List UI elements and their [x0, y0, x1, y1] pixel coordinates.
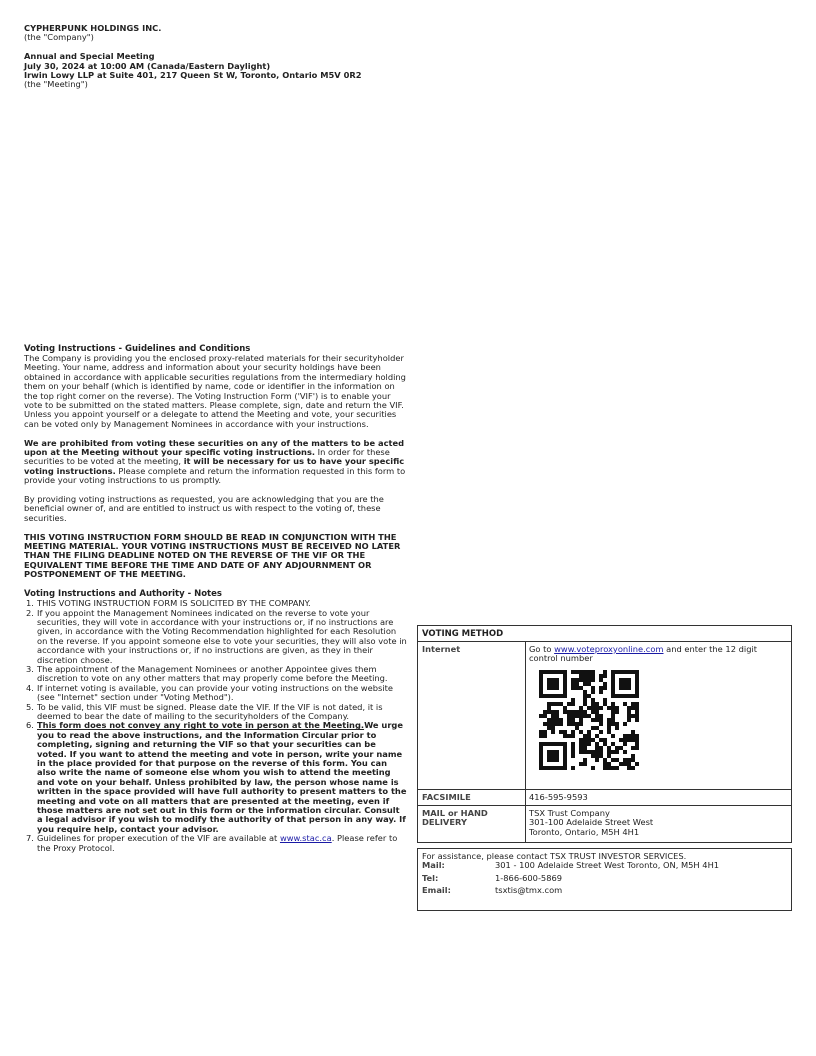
meeting-note: (the "Meeting") [24, 79, 88, 90]
internet-row [418, 642, 791, 790]
assistance-intro: For assistance, please contact TSX TRUST INVESTOR SERVICES. [422, 851, 687, 861]
company-note: (the "Company") [24, 32, 94, 43]
note-item: 7. Guidelines for proper execution of the VIF are available at www.stac.ca. Please refer to the Proxy Protocol. [26, 833, 398, 853]
note-item: 5. To be valid, this VIF must be signed. Please date the VIF. If the VIF is not dated, it is deemed to bear the date of mailing to the securityholders of the Company. [26, 701, 383, 721]
notes-heading: Voting Instructions and Authority - Notes [24, 589, 222, 600]
guidelines-paragraph-4: THIS VOTING INSTRUCTION FORM SHOULD BE READ IN CONJUNCTION WITH THE MEETING MATERIAL. YOUR VOTING INSTRUCTIONS MUST BE RECEIVED NO LATER THAN THE FILING DEADLINE NOTED ON THE REVERSE OF THE VIF OR THE EQUIVALENT TIME BEFORE THE TIME AND DATE OF ANY ADJOURNMENT OR POSTPONEMENT OF THE MEETING. [24, 531, 401, 580]
note-item: 3. The appointment of the Management Nominees or another Appointee gives them discretion to vote on any other matters that may properly come before the Meeting. [26, 663, 388, 684]
note-item: 1. THIS VOTING INSTRUCTION FORM IS SOLICITED BY THE COMPANY. [26, 598, 311, 609]
facsimile-value: 416-595-9593 [529, 792, 588, 802]
guidelines-paragraph-2: We are prohibited from voting these securities on any of the matters to be acted upon at the Meeting without your specific voting instructions. In order for these securities to be voted at the meeting, it will be necessary for us to have your specific voting instructions. Please complete and return the information requested in this form to provide your voting instructions to us promptly. [24, 437, 406, 486]
meeting-datetime: July 30, 2024 at 10:00 AM (Canada/Eastern Daylight) [24, 60, 271, 71]
mail-label: MAIL or HAND DELIVERY [418, 806, 526, 842]
note-item: 6. This form does not convey any right to vote in person at the Meeting.We urge you to read the above instructions, and the Information Circular prior to completing, signing and returning the VIF so that your securities can be voted. If you want to attend the meeting and vote in person, write your name in the place provided for that purpose on the reverse of this form. You can also write the name of someone else whom you wish to attend the meeting and vote on your behalf. Unless prohibited by law, the person whose name is written in the space provided will have full authority to present matters to the meeting and vote on all matters that are presented at the meeting, even if those matters are not set out in this form or the information circular. Consult a legal advisor if you wish to modify the authority of that person in any way. If you require help, contact your advisor. [26, 720, 407, 834]
guidelines-heading: Voting Instructions - Guidelines and Conditions [24, 344, 251, 354]
guidelines-paragraph-1: The Company is providing you the enclosed proxy-related materials for their securityholder Meeting. Your name, address and information about your security holdings have been obtained in accordance with applicable securities regulations from the intermediary holding them on your behalf (which is identified by name, code or identifier in the information on the top right corner on the reverse). The Voting Instruction Form ('VIF') is to enable your vote to be submitted on the stated matters. Please complete, sign, date and return the VIF. Unless you appoint yourself or a delegate to attend the Meeting and vote, your securities can be voted only by Management Nominees in accordance with your instructions. [24, 353, 406, 429]
internet-value: Go to www.voteproxyonline.com and enter the 12 digit control number [526, 642, 791, 789]
guidelines-paragraph-3: By providing voting instructions as requested, you are acknowledging that you are the beneficial owner of, and are entitled to instruct us with respect to the voting of, these securities. [24, 494, 384, 523]
assistance-mail-row: Mail: 301 - 100 Adelaide Street West Toronto, ON, M5H 4H1 [422, 860, 720, 871]
meeting-header [24, 24, 424, 90]
facsimile-row [418, 790, 791, 806]
assistance-tel-row: Tel: 1-866-600-5869 [422, 872, 563, 883]
note-item: 2. If you appoint the Management Nominees indicated on the reverse to vote your securities, they will vote in accordance with your instructions or, if no instructions are given, in accordance with the Voting Recommendation highlighted for each Resolution on the reverse. If you appoint someone else to vote your securities, they will also vote in accordance with your instructions or, if no instructions are given, as they in their discretion choose. [26, 607, 407, 665]
voteproxy-link[interactable]: www.voteproxyonline.com [554, 644, 664, 654]
voting-method-title: VOTING METHOD [418, 626, 791, 642]
mail-address: TSX Trust Company 301-100 Adelaide Street West Toronto, Ontario, M5H 4H1 [529, 808, 654, 837]
company-name: CYPHERPUNK HOLDINGS INC. [24, 23, 162, 33]
mail-row [418, 806, 791, 842]
internet-label: Internet [418, 642, 526, 789]
assistance-box [417, 848, 792, 911]
instructions-column [24, 344, 408, 853]
meeting-location: Irwin Lowy LLP at Suite 401, 217 Queen St W, Toronto, Ontario M5V 0R2 [24, 70, 362, 81]
meeting-type: Annual and Special Meeting [24, 51, 155, 62]
necessary-text: it will be necessary for us to have your specific voting instructions. [24, 456, 405, 476]
facsimile-label: FACSIMILE [418, 790, 526, 805]
qr-code-icon[interactable] [539, 670, 639, 770]
stac-link[interactable]: www.stac.ca [279, 833, 332, 844]
prohibited-text: We are prohibited from voting these securities on any of the matters to be acted upon at the Meeting without your specific voting instructions. [24, 437, 405, 458]
note-item: 4. If internet voting is available, you can provide your voting instructions on the website (see "Internet" section under "Voting Method"). [26, 682, 393, 703]
assistance-email-row: Email: tsxtis@tmx.com [422, 885, 563, 896]
notes-list [24, 599, 408, 853]
voting-method-box [417, 625, 792, 843]
